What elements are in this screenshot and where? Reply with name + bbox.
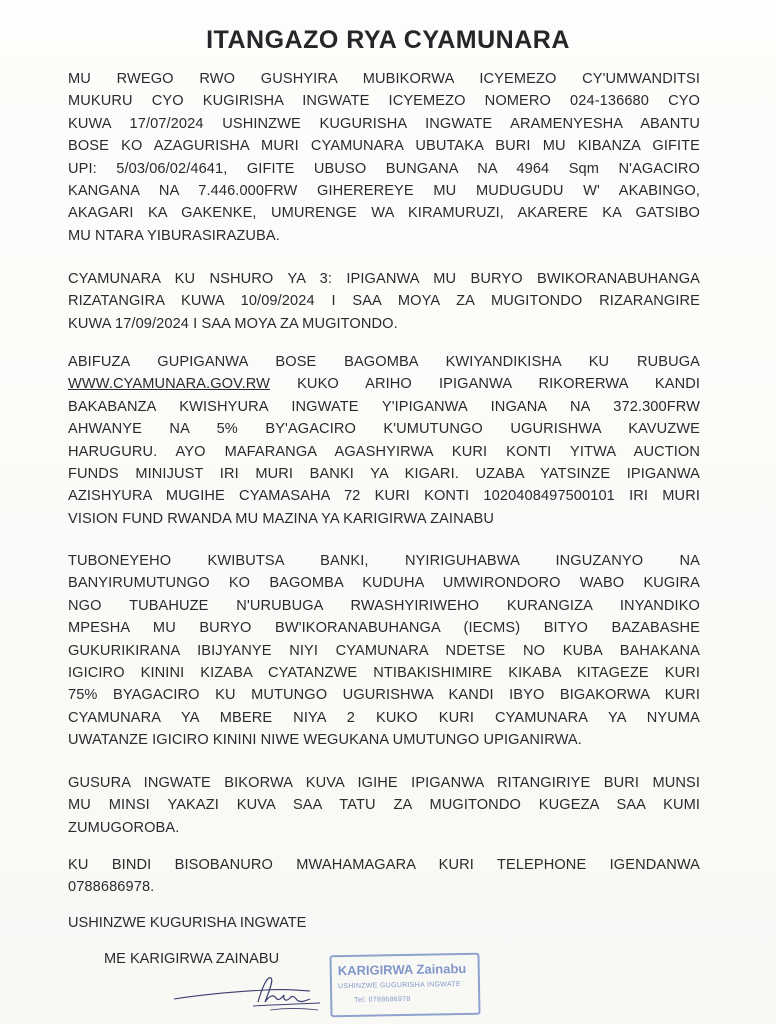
text-line: ZUMUGOROBA. xyxy=(68,819,180,836)
text-line: IGICIRO KININI KIZABA CYATANZWE NTIBAKISHIMIRE KIKABA KITAGEZE KURI xyxy=(68,665,700,682)
text-line: KU BINDI BISOBANURO MWAHAMAGARA KURI TELEPHONE IGENDANWA xyxy=(68,857,700,873)
text-line: UPI: 5/03/06/02/4641, GIFITE UBUSO BUNGANA NA 4964 Sqm N'AGACIRO xyxy=(68,160,700,177)
paragraph-contact xyxy=(68,854,700,899)
paragraph-visiting-hours xyxy=(68,772,700,839)
stamp-role: USHINZWE GUGURISHA INGWATE xyxy=(337,981,461,991)
phone-number: 0788686978. xyxy=(68,879,155,896)
text-line: CYAMUNARA YA MBERE NIYA 2 KUKO KURI CYAMUNARA YA NYUMA xyxy=(68,709,700,726)
text-line: BAKABANZA KWISHYURA INGWATE Y'IPIGANWA INGANA NA 372.300FRW xyxy=(68,398,700,415)
text-line: FUNDS MINIJUST IRI MURI BANKI YA KIGARI. UZABA YATSINZE IPIGANWA xyxy=(68,466,700,483)
text-line xyxy=(68,373,700,395)
paragraph-bank-reminder xyxy=(68,550,700,752)
text-line: GUSURA INGWATE BIKORWA KUVA IGIHE IPIGANWA RITANGIRIYE BURI MUNSI xyxy=(68,775,700,791)
text-line: VISION FUND RWANDA MU MAZINA YA KARIGIRWA ZAINABU xyxy=(68,510,495,527)
stamp-phone: Tel: 0788686978 xyxy=(354,995,411,1004)
handwritten-signature-icon xyxy=(170,968,340,1018)
text-line: KANGANA NA 7.446.000FRW GIHEREREYE MU MUDUGUDU W' AKABINGO, xyxy=(68,183,700,200)
text-line: ABIFUZA GUPIGANWA BOSE BAGOMBA KWIYANDIKISHA KU RUBUGA xyxy=(68,354,700,370)
signatory-name: ME KARIGIRWA ZAINABU xyxy=(104,951,280,967)
text-line: MU RWEGO RWO GUSHYIRA MUBIKORWA ICYEMEZO CY'UMWANDITSI xyxy=(68,71,700,87)
text-fragment: KUKO ARIHO IPIGANWA RIKORERWA KANDI xyxy=(270,376,700,393)
text-line: RIZATANGIRA KUWA 10/09/2024 I SAA MOYA ZA MUGITONDO RIZARANGIRE xyxy=(68,293,700,310)
text-line: BOSE KO AZAGURISHA MURI CYAMUNARA UBUTAKA BURI MU KIBANZA GIFITE xyxy=(68,138,700,155)
paragraph-decision xyxy=(68,68,700,247)
text-line: AZISHYURA MUGIHE CYAMASAHA 72 KURI KONTI 1020408497500101 IRI MURI xyxy=(68,488,700,505)
text-line: UWATANZE IGICIRO KININI NIWE WEGUKANA UMUTUNGO UPIGANIRWA. xyxy=(68,732,582,749)
text-line: AHWANYE NA 5% BY'AGACIRO K'UMUTUNGO UGURISHWA KAVUZWE xyxy=(68,421,700,438)
text-line: TUBONEYEHO KWIBUTSA BANKI, NYIRIGUHABWA INGUZANYO NA xyxy=(68,553,700,569)
text-line: AKAGARI KA GAKENKE, UMURENGE WA KIRAMURUZI, AKARERE KA GATSIBO xyxy=(68,205,700,222)
document-title: ITANGAZO RYA CYAMUNARA xyxy=(206,26,570,54)
text-line: HARUGURU. AYO MAFARANGA AGASHYIRWA KURI KONTI YITWA AUCTION xyxy=(68,443,700,460)
stamp-name: KARIGIRWA Zainabu xyxy=(337,960,467,979)
text-line: KUWA 17/09/2024 I SAA MOYA ZA MUGITONDO. xyxy=(68,315,398,332)
text-line: BANYIRUMUTUNGO KO BAGOMBA KUDUHA UMWIRONDORO WABO KUGIRA xyxy=(68,575,700,592)
text-line: MU NTARA YIBURASIRAZUBA. xyxy=(68,227,280,244)
text-line: MUKURU CYO KUGIRISHA INGWATE ICYEMEZO NOMERO 024-136680 CYO xyxy=(68,93,700,110)
text-line: MPESHA MU BURYO BW'IKORANABUHANGA (IECMS) BITYO BAZABASHE xyxy=(68,620,700,637)
signatory-title: USHINZWE KUGURISHA INGWATE xyxy=(68,915,307,931)
text-line: 75% BYAGACIRO KU MUTUNGO UGURISHWA KANDI IBYO BIGAKORWA KURI xyxy=(68,687,700,704)
official-stamp-icon xyxy=(329,953,480,1018)
paragraph-auction-dates xyxy=(68,268,700,335)
text-line: NGO TUBAHUZE N'URUBUGA RWASHYIRIWEHO KURANGIZA INYANDIKO xyxy=(68,597,700,614)
text-line: CYAMUNARA KU NSHURO YA 3: IPIGANWA MU BURYO BWIKORANABUHANGA xyxy=(68,271,700,287)
text-line: KUWA 17/07/2024 USHINZWE KUGURISHA INGWATE ARAMENYESHA ABANTU xyxy=(68,115,700,132)
auction-website-link[interactable]: WWW.CYAMUNARA.GOV.RW xyxy=(68,376,270,393)
text-line: MU MINSI YAKAZI KUVA SAA TATU ZA MUGITONDO KUGEZA SAA KUMI xyxy=(68,797,700,814)
paragraph-registration xyxy=(68,351,700,530)
text-line: GUKURIKIRANA IBIJYANYE NIYI CYAMUNARA NDETSE NO KUBA BAHAKANA xyxy=(68,642,700,659)
